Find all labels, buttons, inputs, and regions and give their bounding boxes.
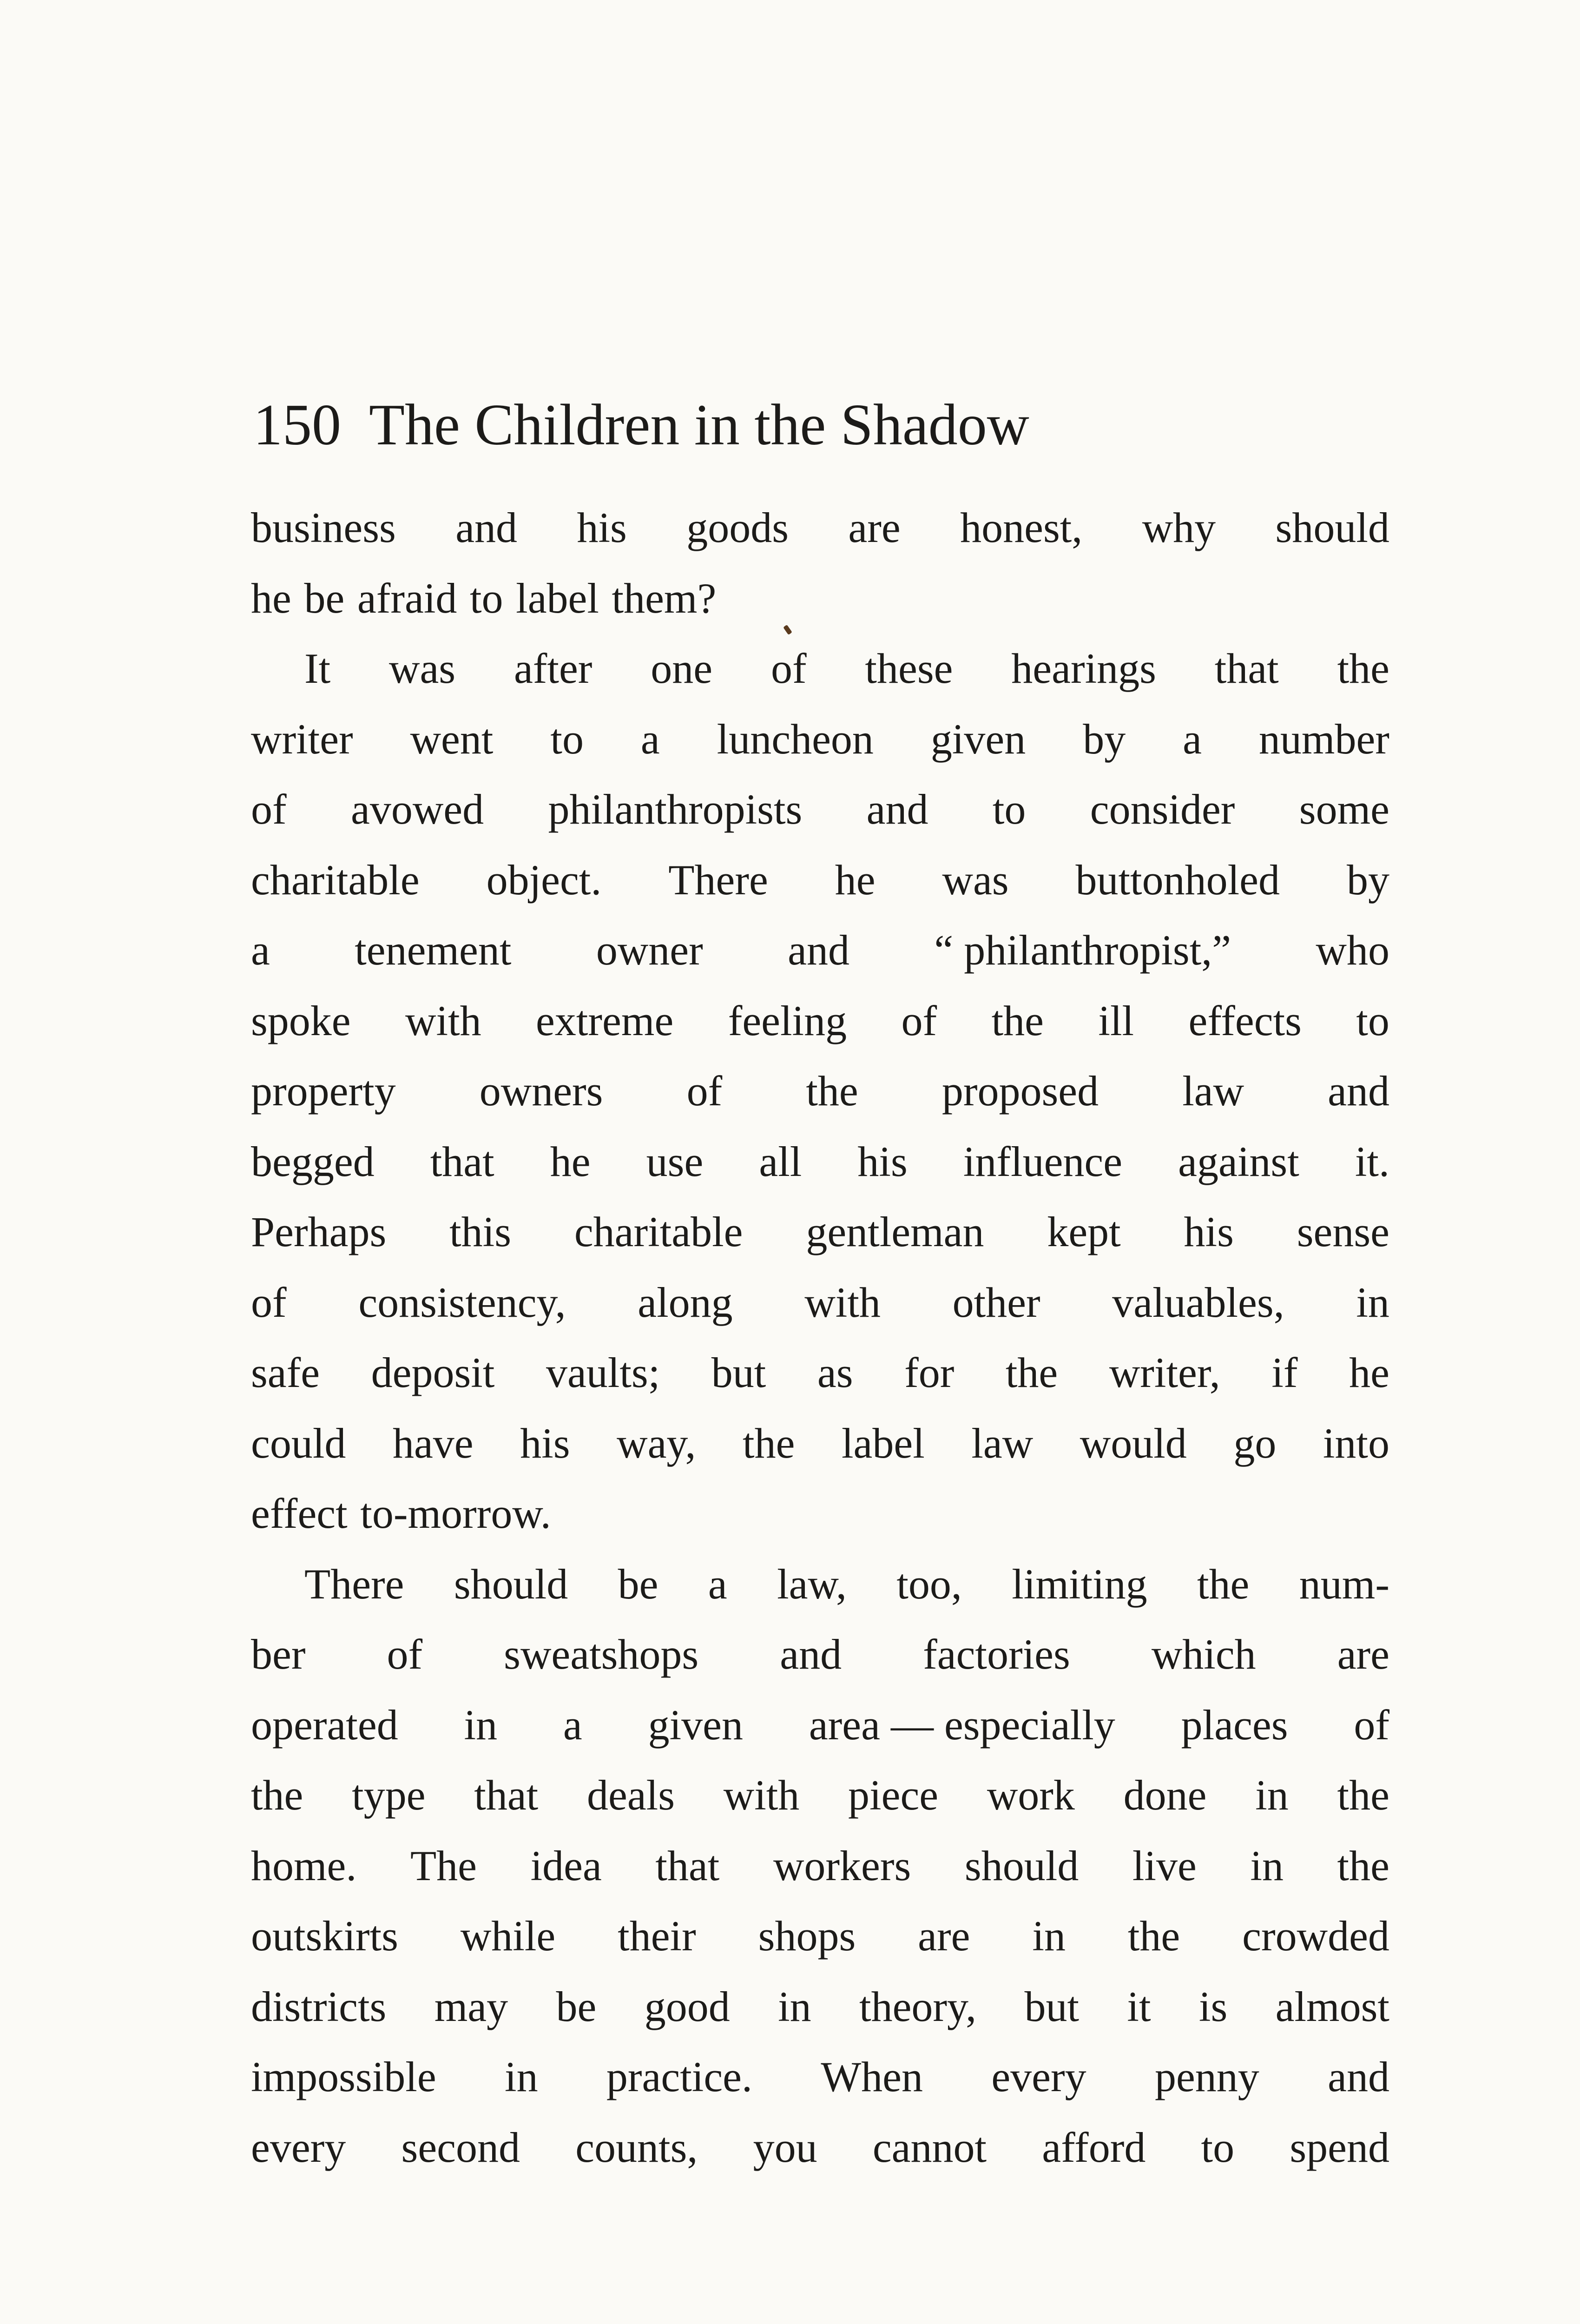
word: their xyxy=(618,1912,696,1960)
word: every xyxy=(991,2053,1086,2100)
word: are xyxy=(1337,1631,1389,1678)
text-line xyxy=(251,1338,1389,1408)
text-line xyxy=(251,845,1389,916)
word: penny xyxy=(1154,2053,1259,2100)
word: and xyxy=(1328,2053,1389,2100)
word: the xyxy=(1337,645,1389,692)
word: label xyxy=(841,1419,925,1467)
text-line xyxy=(251,774,1389,845)
word: be xyxy=(618,1560,658,1608)
word: are xyxy=(918,1912,970,1960)
word: against xyxy=(1178,1137,1299,1185)
word: and xyxy=(788,926,849,974)
word: go xyxy=(1233,1419,1277,1467)
text-line xyxy=(251,1408,1389,1479)
text-line xyxy=(251,1831,1389,1901)
word: effects xyxy=(1188,997,1302,1044)
word: It xyxy=(304,645,331,692)
word: all xyxy=(759,1137,802,1185)
word: the xyxy=(743,1419,795,1467)
word: districts xyxy=(251,1982,387,2030)
word: feeling xyxy=(728,997,847,1044)
running-header xyxy=(253,390,1029,460)
word: of xyxy=(686,1067,723,1115)
word: of xyxy=(387,1631,423,1678)
word: law, xyxy=(777,1560,847,1608)
word: spend xyxy=(1290,2123,1389,2171)
word: good xyxy=(644,1982,730,2030)
word: in xyxy=(1250,1842,1284,1889)
word: the xyxy=(806,1067,858,1115)
word: too, xyxy=(896,1560,962,1608)
word: second xyxy=(401,2123,520,2171)
word: and xyxy=(866,786,928,833)
word: who xyxy=(1316,926,1389,974)
word: could xyxy=(251,1419,346,1467)
word: practice. xyxy=(606,2053,752,2100)
running-title: The Children in the Shadow xyxy=(369,393,1029,457)
word: he xyxy=(550,1137,591,1185)
word: it. xyxy=(1355,1137,1389,1185)
word: for xyxy=(904,1349,955,1396)
word: writer, xyxy=(1109,1349,1220,1396)
word: to xyxy=(469,574,503,622)
text-line xyxy=(251,1972,1389,2042)
word: in xyxy=(1032,1912,1066,1960)
word: that xyxy=(1214,645,1279,692)
text-line xyxy=(251,1901,1389,1972)
word: luncheon xyxy=(717,715,874,763)
word: and xyxy=(455,504,518,551)
word: his xyxy=(577,504,627,551)
word: his xyxy=(520,1419,570,1467)
word: goods xyxy=(686,504,789,551)
word: shops xyxy=(758,1912,856,1960)
word: to xyxy=(1201,2123,1235,2171)
word: cannot xyxy=(872,2123,987,2171)
word: idea xyxy=(530,1842,602,1889)
word: after xyxy=(514,645,592,692)
word: the xyxy=(1005,1349,1058,1396)
word: of xyxy=(901,997,937,1044)
word: number xyxy=(1258,715,1389,763)
word: almost xyxy=(1275,1982,1389,2030)
word: sweatshops xyxy=(504,1631,699,1678)
word: should xyxy=(964,1842,1079,1889)
text-line xyxy=(251,1479,1389,1549)
text-line xyxy=(251,493,1389,563)
word: kept xyxy=(1047,1208,1121,1255)
word: be xyxy=(556,1982,597,2030)
word: is xyxy=(1198,1982,1228,2030)
word: in xyxy=(505,2053,538,2100)
word: every xyxy=(251,2123,346,2171)
word: the xyxy=(251,1771,303,1819)
word: deals xyxy=(586,1771,675,1819)
word: of xyxy=(1354,1701,1389,1749)
word: begged xyxy=(251,1137,375,1185)
word: counts, xyxy=(575,2123,698,2171)
word: a xyxy=(251,926,270,974)
word: effect xyxy=(251,1490,348,1537)
text-line xyxy=(251,915,1389,986)
word: and xyxy=(1328,1067,1389,1115)
word: workers xyxy=(773,1842,911,1889)
text-line xyxy=(251,1127,1389,1197)
word: The xyxy=(410,1842,477,1889)
word: them? xyxy=(612,574,717,622)
word: tenement xyxy=(355,926,512,974)
word: of xyxy=(770,645,807,692)
word: of xyxy=(251,786,287,833)
word: should xyxy=(454,1560,568,1608)
word: places xyxy=(1181,1701,1288,1749)
word: why xyxy=(1142,504,1216,551)
word: extreme xyxy=(536,997,674,1044)
word: charitable xyxy=(251,856,420,904)
word: by xyxy=(1346,856,1389,904)
word: There xyxy=(668,856,768,904)
word: property xyxy=(251,1067,396,1115)
word: be xyxy=(304,574,345,622)
word: When xyxy=(821,2053,923,2100)
word: the xyxy=(1337,1771,1389,1819)
word: impossible xyxy=(251,2053,436,2100)
word: in xyxy=(464,1701,498,1749)
word: theory, xyxy=(859,1982,977,2030)
word: his xyxy=(857,1137,908,1185)
word: way, xyxy=(617,1419,696,1467)
word: hearings xyxy=(1011,645,1156,692)
word: limiting xyxy=(1012,1560,1147,1608)
word: as xyxy=(817,1349,853,1396)
word: area — especially xyxy=(809,1701,1115,1749)
word: these xyxy=(865,645,953,692)
word: buttonholed xyxy=(1075,856,1280,904)
word: home. xyxy=(251,1842,357,1889)
word: in xyxy=(1255,1771,1289,1819)
body-text xyxy=(251,493,1389,2183)
word: that xyxy=(430,1137,494,1185)
word: but xyxy=(711,1349,766,1396)
word: influence xyxy=(963,1137,1123,1185)
word: that xyxy=(655,1842,720,1889)
word: he xyxy=(835,856,876,904)
word: num- xyxy=(1299,1560,1389,1608)
word: this xyxy=(449,1208,512,1255)
word: in xyxy=(1356,1278,1389,1326)
word: use xyxy=(646,1137,704,1185)
word: was xyxy=(389,645,456,692)
word: deposit xyxy=(371,1349,495,1396)
word: crowded xyxy=(1242,1912,1389,1960)
word: proposed xyxy=(941,1067,1099,1115)
word: but xyxy=(1024,1982,1080,2030)
word: was xyxy=(942,856,1009,904)
word: some xyxy=(1299,786,1389,833)
word: with xyxy=(723,1771,800,1819)
word: valuables, xyxy=(1112,1278,1284,1326)
word: of xyxy=(251,1278,287,1326)
word: outskirts xyxy=(251,1912,398,1960)
word: given xyxy=(648,1701,743,1749)
word: done xyxy=(1123,1771,1207,1819)
text-line xyxy=(251,2042,1389,2113)
word: object. xyxy=(486,856,602,904)
word: consider xyxy=(1090,786,1235,833)
page-number: 150 xyxy=(253,393,341,457)
word: should xyxy=(1275,504,1389,551)
word: a xyxy=(563,1701,582,1749)
word: you xyxy=(753,2123,817,2171)
word: owner xyxy=(596,926,703,974)
text-line xyxy=(251,2113,1389,2183)
word: other xyxy=(952,1278,1040,1326)
word: sense xyxy=(1297,1208,1389,1255)
word: to xyxy=(1356,997,1389,1044)
word: a xyxy=(1183,715,1202,763)
word: consistency, xyxy=(358,1278,566,1326)
text-line xyxy=(251,563,1389,634)
word: work xyxy=(987,1771,1075,1819)
word: factories xyxy=(923,1631,1070,1678)
word: may xyxy=(434,1982,508,2030)
word: he xyxy=(1349,1349,1389,1396)
word: afford xyxy=(1042,2123,1146,2171)
word: one xyxy=(651,645,713,692)
word: charitable xyxy=(574,1208,743,1255)
word: into xyxy=(1323,1419,1389,1467)
word: law xyxy=(971,1419,1034,1467)
word: writer xyxy=(251,715,353,763)
text-line xyxy=(251,634,1389,704)
word: the xyxy=(1197,1560,1250,1608)
word: live xyxy=(1132,1842,1197,1889)
word: honest, xyxy=(960,504,1083,551)
word: to xyxy=(550,715,584,763)
word: to-morrow. xyxy=(360,1490,551,1537)
word: business xyxy=(251,504,396,551)
text-line xyxy=(251,1549,1389,1620)
word: safe xyxy=(251,1349,320,1396)
word: piece xyxy=(848,1771,939,1819)
text-line xyxy=(251,1056,1389,1127)
word: the xyxy=(1127,1912,1180,1960)
word: in xyxy=(778,1982,811,2030)
text-line xyxy=(251,1690,1389,1761)
text-line xyxy=(251,986,1389,1056)
word: while xyxy=(460,1912,556,1960)
word: a xyxy=(640,715,660,763)
word: that xyxy=(474,1771,539,1819)
word: avowed xyxy=(350,786,484,833)
word: would xyxy=(1080,1419,1187,1467)
word: the xyxy=(991,997,1044,1044)
word: operated xyxy=(251,1701,398,1749)
word: type xyxy=(352,1771,426,1819)
word: Perhaps xyxy=(251,1208,387,1255)
word: law xyxy=(1182,1067,1244,1115)
word: his xyxy=(1184,1208,1234,1255)
word: by xyxy=(1083,715,1126,763)
word: the xyxy=(1337,1842,1389,1889)
word: with xyxy=(804,1278,881,1326)
text-line xyxy=(251,1197,1389,1268)
word: owners xyxy=(479,1067,603,1115)
word: There xyxy=(304,1560,404,1608)
word: philanthropists xyxy=(548,786,803,833)
word: and xyxy=(780,1631,842,1678)
word: it xyxy=(1127,1982,1151,2030)
word: are xyxy=(848,504,901,551)
word: have xyxy=(392,1419,474,1467)
word: along xyxy=(638,1278,733,1326)
word: to xyxy=(992,786,1026,833)
word: with xyxy=(405,997,481,1044)
text-line xyxy=(251,1619,1389,1690)
word: gentleman xyxy=(806,1208,984,1255)
word: vaults; xyxy=(546,1349,660,1396)
word: a xyxy=(708,1560,727,1608)
word: which xyxy=(1151,1631,1256,1678)
word: ill xyxy=(1098,997,1134,1044)
word: given xyxy=(930,715,1026,763)
text-line xyxy=(251,1268,1389,1338)
word: ber xyxy=(251,1631,306,1678)
word: spoke xyxy=(251,997,351,1044)
word: if xyxy=(1271,1349,1298,1396)
word: “ philanthropist,” xyxy=(934,926,1231,974)
text-line xyxy=(251,1760,1389,1831)
word: he xyxy=(251,574,291,622)
text-line xyxy=(251,704,1389,775)
word: went xyxy=(410,715,494,763)
word: afraid xyxy=(357,574,457,622)
word: label xyxy=(516,574,599,622)
